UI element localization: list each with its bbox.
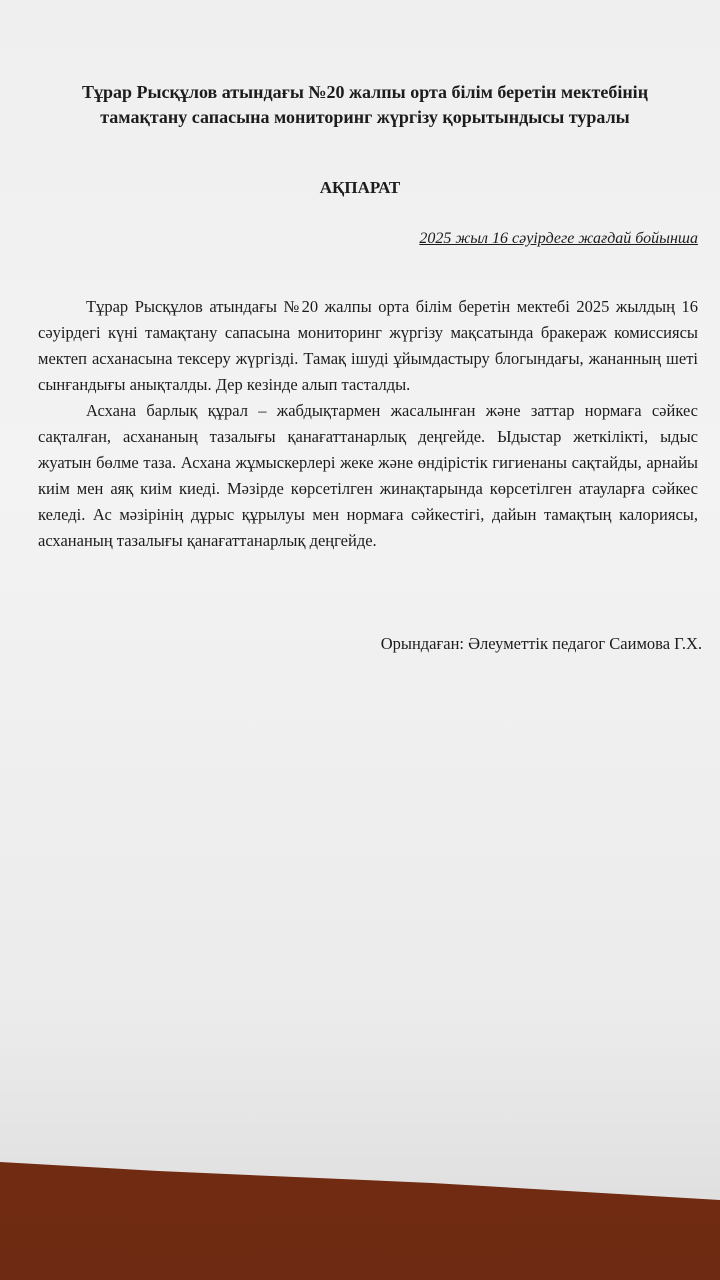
- title-line-2: тамақтану сапасына мониторинг жүргізу қорытындысы туралы: [100, 107, 630, 127]
- paragraph-1: Тұрар Рысқұлов атындағы №20 жалпы орта білім беретін мектебі 2025 жылдың 16 сәуірдегі күні тамақтану сапасына мониторинг жүргізу мақсатында бракераж комиссиясы мектеп асханасына тексеру жүргізді. Тамақ ішуді ұйымдастыру блогындағы, жананның шеті сынғандығы анықталды. Дер кезінде алып тасталды.: [38, 297, 698, 394]
- document-date: 2025 жыл 16 сәуірдеге жағдай бойынша: [419, 230, 698, 247]
- document-heading: АҚПАРАТ: [319, 178, 401, 197]
- document-title: [40, 80, 690, 130]
- paragraph-2: Асхана барлық құрал – жабдықтармен жасалынған және заттар нормаға сәйкес сақталған, асхананың тазалығы қанағаттанарлық деңгейде. Ыдыстар жеткілікті, ыдыс жуатын бөлме таза. Асхана жұмыскерлері жеке және өндірістік гигиенаны сақтайды, арнайы киім мен аяқ киім киеді. Мәзірде көрсетілген жинақтарында көрсетілген атауларға сәйкес келеді. Ас мәзірінің дұрыс құрылуы мен нормаға сәйкестігі, дайын тамақтың калориясы, асхананың тазалығы қанағаттанарлық деңгейде.: [38, 401, 698, 550]
- signature: Орындаған: Әлеуметтік педагог Саимова Г.Х.: [380, 634, 702, 653]
- document-body: [38, 294, 698, 554]
- title-line-1: Тұрар Рысқұлов атындағы №20 жалпы орта білім беретін мектебінің: [81, 82, 649, 102]
